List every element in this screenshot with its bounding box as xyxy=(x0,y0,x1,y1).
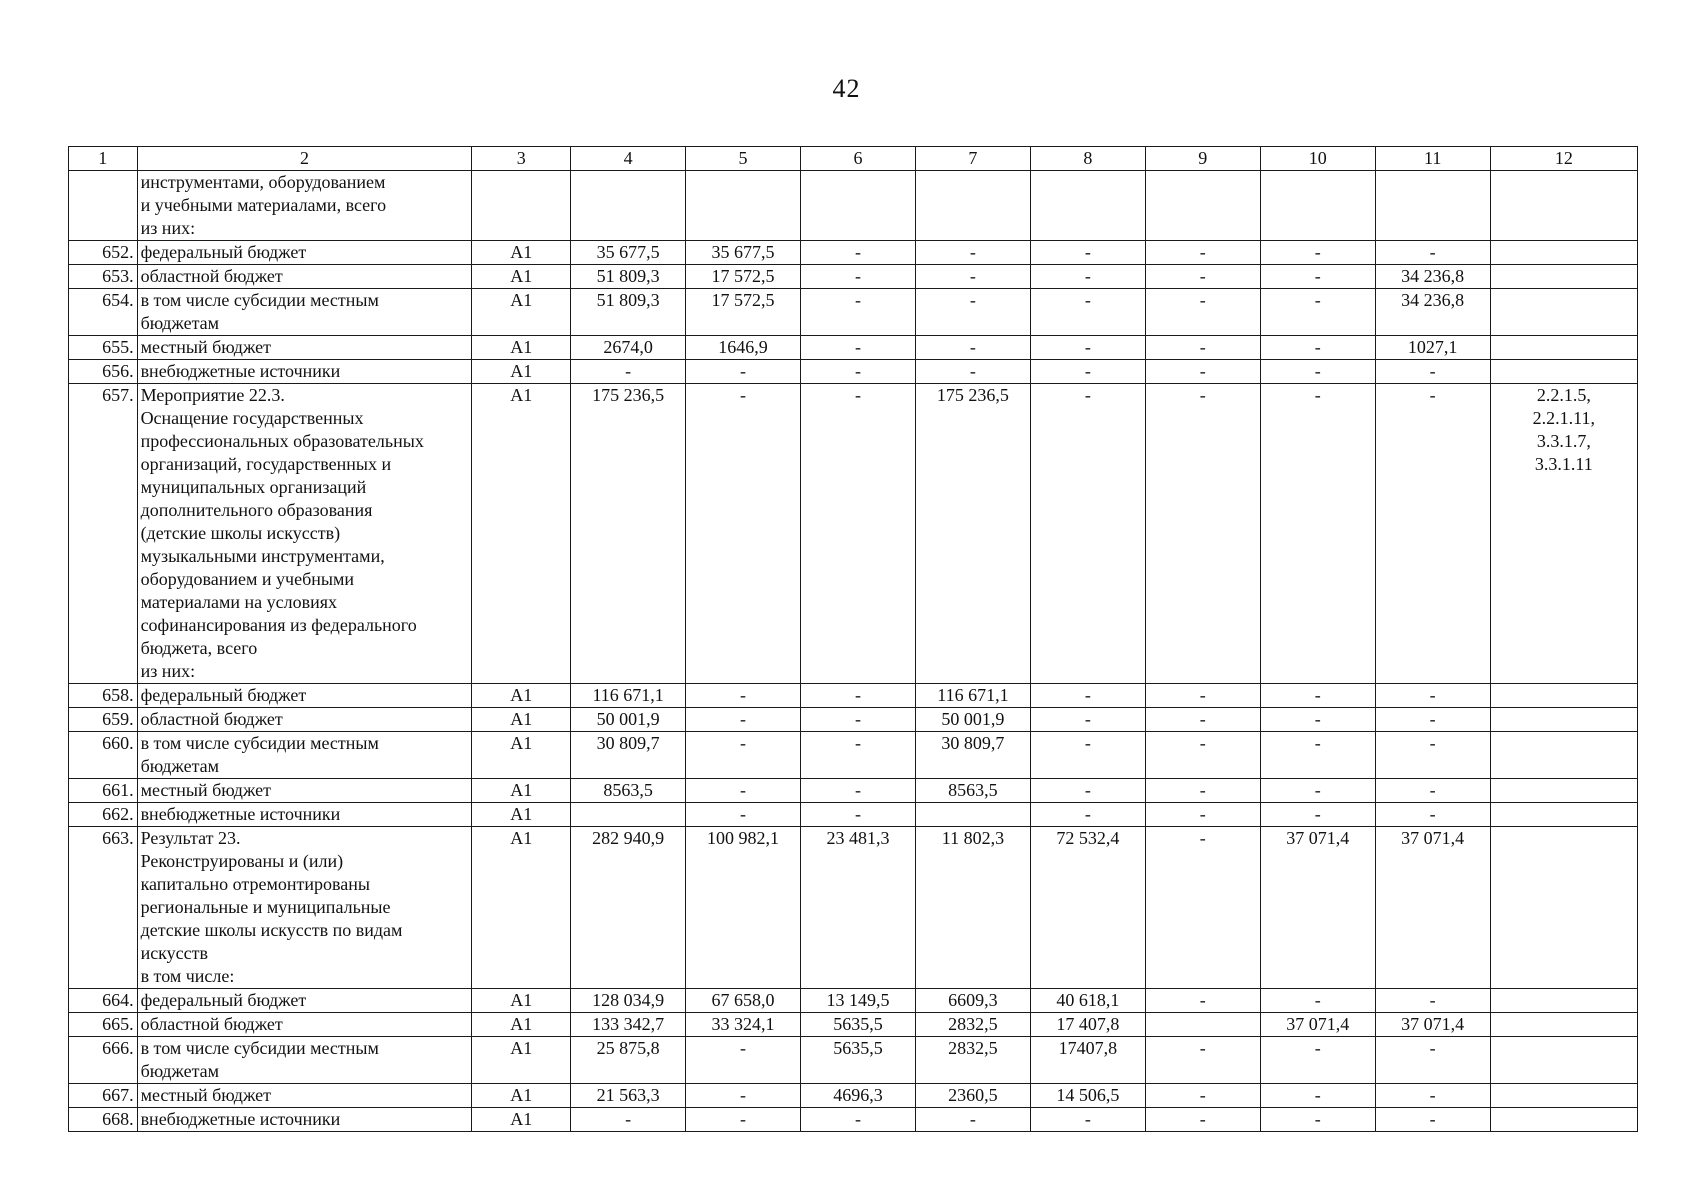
cell-year-3: 175 236,5 xyxy=(915,384,1030,684)
cell-row-number: 661. xyxy=(69,779,138,803)
cell-code: А1 xyxy=(472,1013,571,1037)
cell-year-7: - xyxy=(1375,241,1490,265)
cell-year-4: 17 407,8 xyxy=(1030,1013,1145,1037)
cell-year-2: 5635,5 xyxy=(801,1037,916,1084)
cell-year-4: - xyxy=(1030,779,1145,803)
cell-year-4: - xyxy=(1030,360,1145,384)
cell-item-name: федеральный бюджет xyxy=(137,989,472,1013)
cell-row-number xyxy=(69,171,138,241)
cell-code: А1 xyxy=(472,1084,571,1108)
cell-year-3: 30 809,7 xyxy=(915,732,1030,779)
cell-year-1: 17 572,5 xyxy=(686,265,801,289)
cell-year-2: - xyxy=(801,803,916,827)
cell-year-4: 40 618,1 xyxy=(1030,989,1145,1013)
cell-year-3: 50 001,9 xyxy=(915,708,1030,732)
cell-total: 21 563,3 xyxy=(571,1084,686,1108)
cell-year-4: - xyxy=(1030,289,1145,336)
cell-year-5: - xyxy=(1145,708,1260,732)
cell-item-name: в том числе субсидии местным бюджетам xyxy=(137,1037,472,1084)
cell-year-6: - xyxy=(1260,289,1375,336)
cell-year-4: 72 532,4 xyxy=(1030,827,1145,989)
cell-item-name: местный бюджет xyxy=(137,1084,472,1108)
cell-year-7: - xyxy=(1375,989,1490,1013)
cell-year-7: - xyxy=(1375,708,1490,732)
cell-code: А1 xyxy=(472,384,571,684)
cell-year-1: - xyxy=(686,803,801,827)
cell-year-2: - xyxy=(801,708,916,732)
cell-year-1 xyxy=(686,171,801,241)
cell-year-3: - xyxy=(915,336,1030,360)
cell-year-3: - xyxy=(915,1108,1030,1132)
cell-year-1: - xyxy=(686,1037,801,1084)
cell-year-5: - xyxy=(1145,732,1260,779)
cell-target-refs xyxy=(1490,360,1637,384)
cell-total: 128 034,9 xyxy=(571,989,686,1013)
cell-target-refs xyxy=(1490,779,1637,803)
cell-row-number: 664. xyxy=(69,989,138,1013)
cell-total: 133 342,7 xyxy=(571,1013,686,1037)
cell-year-5: - xyxy=(1145,241,1260,265)
cell-year-1: - xyxy=(686,708,801,732)
cell-item-name: внебюджетные источники xyxy=(137,803,472,827)
budget-table xyxy=(68,146,1638,1132)
cell-total: 175 236,5 xyxy=(571,384,686,684)
cell-year-3: 2832,5 xyxy=(915,1037,1030,1084)
cell-year-1: - xyxy=(686,1108,801,1132)
cell-year-7: - xyxy=(1375,684,1490,708)
cell-total: - xyxy=(571,360,686,384)
cell-year-5: - xyxy=(1145,684,1260,708)
cell-year-5: - xyxy=(1145,384,1260,684)
cell-year-1: - xyxy=(686,360,801,384)
cell-row-number: 658. xyxy=(69,684,138,708)
cell-code: А1 xyxy=(472,708,571,732)
table-row xyxy=(69,684,1638,708)
table-row xyxy=(69,1084,1638,1108)
cell-year-7: - xyxy=(1375,360,1490,384)
cell-code: А1 xyxy=(472,1037,571,1084)
cell-total: 282 940,9 xyxy=(571,827,686,989)
table-row xyxy=(69,265,1638,289)
cell-year-6: - xyxy=(1260,384,1375,684)
table-body xyxy=(69,171,1638,1132)
cell-year-2: - xyxy=(801,384,916,684)
cell-year-3: 8563,5 xyxy=(915,779,1030,803)
cell-year-7 xyxy=(1375,171,1490,241)
cell-year-2: - xyxy=(801,779,916,803)
cell-year-2: - xyxy=(801,289,916,336)
cell-target-refs xyxy=(1490,803,1637,827)
table-row xyxy=(69,241,1638,265)
table-row xyxy=(69,171,1638,241)
column-header-year-6: 10 xyxy=(1260,147,1375,171)
cell-target-refs xyxy=(1490,1013,1637,1037)
table-row xyxy=(69,1108,1638,1132)
table-row xyxy=(69,289,1638,336)
cell-item-name: областной бюджет xyxy=(137,708,472,732)
cell-year-6: - xyxy=(1260,360,1375,384)
cell-target-refs xyxy=(1490,336,1637,360)
cell-row-number: 654. xyxy=(69,289,138,336)
cell-target-refs: 2.2.1.5, 2.2.1.11, 3.3.1.7, 3.3.1.11 xyxy=(1490,384,1637,684)
cell-item-name: федеральный бюджет xyxy=(137,241,472,265)
column-header-code: 3 xyxy=(472,147,571,171)
cell-year-6: - xyxy=(1260,708,1375,732)
cell-target-refs xyxy=(1490,289,1637,336)
cell-year-6: - xyxy=(1260,1108,1375,1132)
cell-year-5: - xyxy=(1145,827,1260,989)
table-row xyxy=(69,384,1638,684)
cell-year-3 xyxy=(915,803,1030,827)
cell-target-refs xyxy=(1490,265,1637,289)
cell-year-5: - xyxy=(1145,779,1260,803)
cell-year-5 xyxy=(1145,1013,1260,1037)
cell-year-7: - xyxy=(1375,803,1490,827)
cell-year-2: 5635,5 xyxy=(801,1013,916,1037)
cell-year-4: - xyxy=(1030,803,1145,827)
cell-year-1: - xyxy=(686,779,801,803)
cell-year-6: 37 071,4 xyxy=(1260,1013,1375,1037)
cell-year-5: - xyxy=(1145,1037,1260,1084)
cell-total: 116 671,1 xyxy=(571,684,686,708)
cell-year-6: - xyxy=(1260,803,1375,827)
cell-year-7: - xyxy=(1375,1037,1490,1084)
cell-year-4: - xyxy=(1030,708,1145,732)
cell-code: А1 xyxy=(472,265,571,289)
cell-year-6: - xyxy=(1260,241,1375,265)
cell-year-3: 2832,5 xyxy=(915,1013,1030,1037)
cell-year-4: - xyxy=(1030,241,1145,265)
cell-year-2: - xyxy=(801,684,916,708)
cell-total xyxy=(571,171,686,241)
column-header-year-5: 9 xyxy=(1145,147,1260,171)
cell-row-number: 655. xyxy=(69,336,138,360)
page-number: 42 xyxy=(832,74,861,103)
cell-year-4: 14 506,5 xyxy=(1030,1084,1145,1108)
cell-total: 35 677,5 xyxy=(571,241,686,265)
cell-year-5: - xyxy=(1145,989,1260,1013)
cell-year-4: - xyxy=(1030,1108,1145,1132)
cell-total: 8563,5 xyxy=(571,779,686,803)
cell-year-7: - xyxy=(1375,732,1490,779)
cell-target-refs xyxy=(1490,1084,1637,1108)
column-header-year-3: 7 xyxy=(915,147,1030,171)
column-header-item-name: 2 xyxy=(137,147,472,171)
cell-total xyxy=(571,803,686,827)
cell-row-number: 663. xyxy=(69,827,138,989)
cell-year-2 xyxy=(801,171,916,241)
table-row xyxy=(69,1037,1638,1084)
cell-target-refs xyxy=(1490,241,1637,265)
cell-year-2: 23 481,3 xyxy=(801,827,916,989)
cell-target-refs xyxy=(1490,708,1637,732)
cell-year-5: - xyxy=(1145,360,1260,384)
cell-year-1: 17 572,5 xyxy=(686,289,801,336)
cell-year-4: - xyxy=(1030,684,1145,708)
cell-total: 2674,0 xyxy=(571,336,686,360)
cell-target-refs xyxy=(1490,684,1637,708)
cell-year-1: 67 658,0 xyxy=(686,989,801,1013)
cell-year-1: 1646,9 xyxy=(686,336,801,360)
cell-year-7: - xyxy=(1375,1108,1490,1132)
cell-year-4 xyxy=(1030,171,1145,241)
cell-row-number: 668. xyxy=(69,1108,138,1132)
cell-year-3: - xyxy=(915,241,1030,265)
cell-code: А1 xyxy=(472,779,571,803)
cell-year-6: - xyxy=(1260,265,1375,289)
cell-year-2: - xyxy=(801,1108,916,1132)
cell-code: А1 xyxy=(472,803,571,827)
cell-year-6: - xyxy=(1260,732,1375,779)
column-header-year-7: 11 xyxy=(1375,147,1490,171)
cell-code: А1 xyxy=(472,827,571,989)
cell-year-3: - xyxy=(915,265,1030,289)
column-header-year-1: 5 xyxy=(686,147,801,171)
table-row xyxy=(69,336,1638,360)
cell-row-number: 660. xyxy=(69,732,138,779)
cell-year-2: - xyxy=(801,336,916,360)
cell-year-5: - xyxy=(1145,1108,1260,1132)
cell-year-6: - xyxy=(1260,1084,1375,1108)
cell-code xyxy=(472,171,571,241)
cell-year-3: 2360,5 xyxy=(915,1084,1030,1108)
cell-total: 30 809,7 xyxy=(571,732,686,779)
cell-year-7: 1027,1 xyxy=(1375,336,1490,360)
cell-year-7: 34 236,8 xyxy=(1375,265,1490,289)
cell-year-5: - xyxy=(1145,265,1260,289)
column-header-total: 4 xyxy=(571,147,686,171)
table-row xyxy=(69,779,1638,803)
cell-total: 25 875,8 xyxy=(571,1037,686,1084)
cell-year-3: 116 671,1 xyxy=(915,684,1030,708)
cell-year-2: - xyxy=(801,241,916,265)
cell-year-6: - xyxy=(1260,684,1375,708)
cell-year-1: - xyxy=(686,684,801,708)
cell-item-name: в том числе субсидии местным бюджетам xyxy=(137,289,472,336)
cell-year-5 xyxy=(1145,171,1260,241)
cell-year-4: - xyxy=(1030,384,1145,684)
cell-year-1: 100 982,1 xyxy=(686,827,801,989)
cell-target-refs xyxy=(1490,827,1637,989)
cell-target-refs xyxy=(1490,1037,1637,1084)
cell-item-name: инструментами, оборудованием и учебными материалами, всего из них: xyxy=(137,171,472,241)
cell-row-number: 653. xyxy=(69,265,138,289)
cell-code: А1 xyxy=(472,336,571,360)
cell-code: А1 xyxy=(472,732,571,779)
table-row xyxy=(69,732,1638,779)
cell-item-name: Результат 23. Реконструированы и (или) капитально отремонтированы региональные и муниципальные детские школы искусств по видам искусств в том числе: xyxy=(137,827,472,989)
table-row xyxy=(69,360,1638,384)
cell-total: 51 809,3 xyxy=(571,289,686,336)
cell-year-3 xyxy=(915,171,1030,241)
cell-year-6: - xyxy=(1260,779,1375,803)
cell-item-name: областной бюджет xyxy=(137,1013,472,1037)
cell-target-refs xyxy=(1490,1108,1637,1132)
cell-year-7: - xyxy=(1375,384,1490,684)
cell-code: А1 xyxy=(472,989,571,1013)
cell-year-4: 17407,8 xyxy=(1030,1037,1145,1084)
header-row xyxy=(69,147,1638,171)
cell-target-refs xyxy=(1490,732,1637,779)
cell-year-5: - xyxy=(1145,289,1260,336)
cell-year-6: - xyxy=(1260,989,1375,1013)
cell-total: - xyxy=(571,1108,686,1132)
cell-code: А1 xyxy=(472,1108,571,1132)
cell-item-name: в том числе субсидии местным бюджетам xyxy=(137,732,472,779)
cell-item-name: областной бюджет xyxy=(137,265,472,289)
cell-row-number: 667. xyxy=(69,1084,138,1108)
cell-year-4: - xyxy=(1030,732,1145,779)
cell-row-number: 666. xyxy=(69,1037,138,1084)
cell-year-4: - xyxy=(1030,265,1145,289)
cell-year-5: - xyxy=(1145,336,1260,360)
cell-row-number: 665. xyxy=(69,1013,138,1037)
cell-year-7: 37 071,4 xyxy=(1375,1013,1490,1037)
cell-year-2: - xyxy=(801,732,916,779)
cell-item-name: Мероприятие 22.3. Оснащение государственных профессиональных образовательных организаций, государственных и муниципальных организаций дополнительного образования (детские школы искусств) музыкальными инструментами, оборудованием и учебными материалами на условиях софинансирования из федерального бюджета, всего из них: xyxy=(137,384,472,684)
cell-year-1: 35 677,5 xyxy=(686,241,801,265)
table-row xyxy=(69,989,1638,1013)
cell-item-name: внебюджетные источники xyxy=(137,360,472,384)
cell-year-2: 4696,3 xyxy=(801,1084,916,1108)
cell-code: А1 xyxy=(472,289,571,336)
cell-year-4: - xyxy=(1030,336,1145,360)
cell-target-refs xyxy=(1490,989,1637,1013)
column-header-year-4: 8 xyxy=(1030,147,1145,171)
table-row xyxy=(69,708,1638,732)
cell-year-6 xyxy=(1260,171,1375,241)
cell-year-2: - xyxy=(801,360,916,384)
cell-row-number: 662. xyxy=(69,803,138,827)
cell-year-1: 33 324,1 xyxy=(686,1013,801,1037)
cell-year-7: 37 071,4 xyxy=(1375,827,1490,989)
cell-year-6: 37 071,4 xyxy=(1260,827,1375,989)
table-row xyxy=(69,827,1638,989)
cell-year-3: - xyxy=(915,360,1030,384)
cell-year-3: - xyxy=(915,289,1030,336)
column-header-year-2: 6 xyxy=(801,147,916,171)
column-header-target-refs: 12 xyxy=(1490,147,1637,171)
cell-year-1: - xyxy=(686,384,801,684)
cell-item-name: местный бюджет xyxy=(137,779,472,803)
cell-year-3: 11 802,3 xyxy=(915,827,1030,989)
cell-item-name: федеральный бюджет xyxy=(137,684,472,708)
cell-year-3: 6609,3 xyxy=(915,989,1030,1013)
cell-row-number: 659. xyxy=(69,708,138,732)
cell-year-5: - xyxy=(1145,803,1260,827)
cell-year-1: - xyxy=(686,732,801,779)
table-row xyxy=(69,803,1638,827)
cell-item-name: внебюджетные источники xyxy=(137,1108,472,1132)
cell-total: 51 809,3 xyxy=(571,265,686,289)
cell-row-number: 652. xyxy=(69,241,138,265)
cell-year-5: - xyxy=(1145,1084,1260,1108)
cell-year-7: 34 236,8 xyxy=(1375,289,1490,336)
column-header-row-number: 1 xyxy=(69,147,138,171)
cell-year-6: - xyxy=(1260,1037,1375,1084)
cell-item-name: местный бюджет xyxy=(137,336,472,360)
cell-total: 50 001,9 xyxy=(571,708,686,732)
cell-target-refs xyxy=(1490,171,1637,241)
cell-row-number: 657. xyxy=(69,384,138,684)
cell-row-number: 656. xyxy=(69,360,138,384)
cell-code: А1 xyxy=(472,360,571,384)
cell-year-2: 13 149,5 xyxy=(801,989,916,1013)
cell-year-2: - xyxy=(801,265,916,289)
cell-code: А1 xyxy=(472,241,571,265)
cell-year-6: - xyxy=(1260,336,1375,360)
cell-year-7: - xyxy=(1375,1084,1490,1108)
table-row xyxy=(69,1013,1638,1037)
cell-year-1: - xyxy=(686,1084,801,1108)
cell-year-7: - xyxy=(1375,779,1490,803)
cell-code: А1 xyxy=(472,684,571,708)
